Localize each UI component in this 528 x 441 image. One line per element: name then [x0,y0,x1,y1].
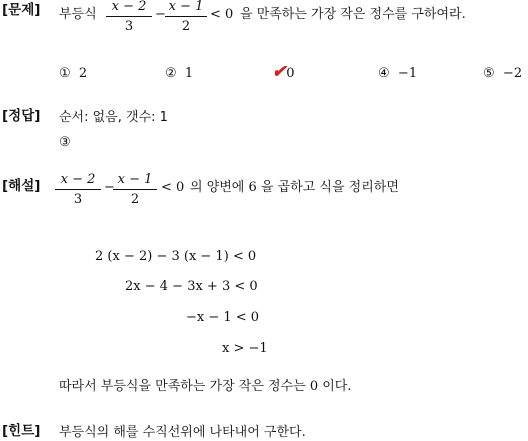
solution-minus: − [104,180,115,195]
choice-5-value: −2 [502,66,523,81]
choice-4-value: −1 [397,66,418,81]
choice-4[interactable] [378,67,417,80]
choice-4-marker: ④ [378,66,390,81]
solution-frac1-numerator: x − 2 [60,172,96,187]
checkmark-icon: ✔ [272,62,287,82]
solution-step-3: −x − 1 < 0 [186,310,260,325]
solution-frac2-numerator: x − 1 [117,172,153,187]
solution-fraction-2 [113,173,157,206]
solution-tag: [해설] [2,178,41,194]
answer-line-2: ③ [59,135,71,150]
choice-5-marker: ⑤ [483,66,495,81]
problem-frac1-numerator: x − 2 [111,0,147,14]
solution-step-4: x > −1 [222,341,268,356]
problem-inequality: < 0 [210,7,234,22]
problem-tag: [문제] [2,2,41,18]
answer-line-1: 순서: 없음, 갯수: 1 [59,110,168,125]
choice-2-value: 1 [184,66,194,81]
choice-1-marker: ① [59,66,71,81]
solution-intro-tail: 의 양변에 6 을 곱하고 식을 정리하면 [190,180,399,195]
problem-frac1-denominator: 3 [124,19,134,34]
choice-1-value: 2 [78,66,88,81]
hint-text: 부등식의 해를 수직선위에 나타내어 구한다. [59,425,306,440]
hint-tag: [힌트] [2,423,41,439]
choice-5[interactable] [483,67,522,80]
choice-3-selected[interactable] [272,64,295,81]
problem-lead: 부등식 [59,7,97,22]
problem-fraction-1 [106,0,152,33]
problem-frac2-numerator: x − 1 [168,0,204,14]
problem-tail: 을 만족하는 가장 작은 정수를 구하여라. [240,7,466,22]
choice-3-value: 0 [286,66,295,81]
problem-frac2-denominator: 2 [181,19,191,34]
answer-tag: [정답] [2,108,41,124]
solution-inequality: < 0 [161,180,185,195]
choice-2[interactable] [165,67,193,80]
solution-frac2-denominator: 2 [130,192,140,207]
problem-minus: − [155,7,166,22]
problem-fraction-2 [165,0,207,33]
solution-frac1-denominator: 3 [73,192,83,207]
choice-1[interactable] [59,67,87,80]
solution-conclusion: 따라서 부등식을 만족하는 가장 작은 정수는 0 이다. [59,379,352,394]
choice-2-marker: ② [165,66,177,81]
solution-step-2: 2x − 4 − 3x + 3 < 0 [125,279,258,294]
solution-step-1: 2 (x − 2) − 3 (x − 1) < 0 [95,249,257,264]
solution-fraction-1 [55,173,101,206]
